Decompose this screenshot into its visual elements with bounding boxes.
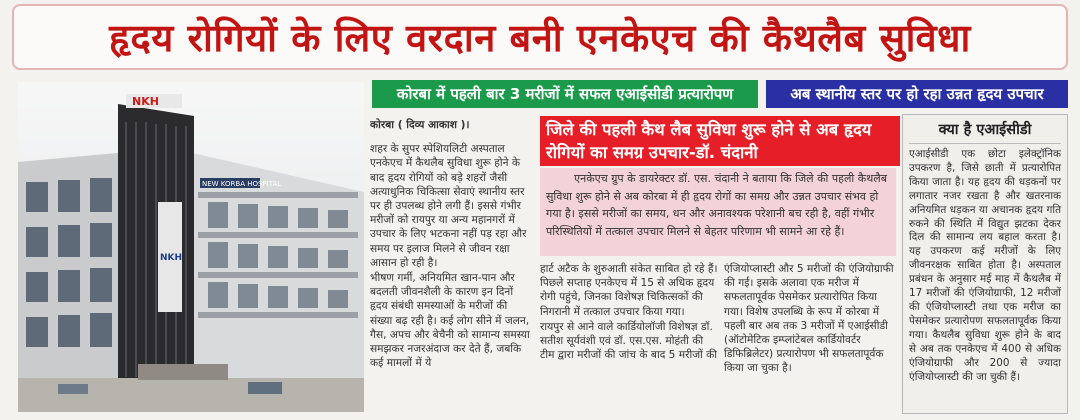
paragraph: भीषण गर्मी, अनियमित खान-पान और बदलती जीवनशैली के कारण इन दिनों हृदय संबंधी समस्याओं के मरीजों की संख्या बढ़ रही है। कई लोग सीने में जलन, गैस, अपच और बेचैनी को सामान्य समस्या समझकर नजरअंदाज कर देते हैं, जबकि कई मामलों में ये: [370, 272, 530, 370]
highlight-banner-blue: अब स्थानीय स्तर पर हो रहा उन्नत हृदय उपचार: [766, 80, 1068, 108]
paragraph: शहर के सुपर स्पेशियलिटी अस्पताल एनकेएच में कैथलैब सुविधा शुरू होने के बाद हृदय रोगियों को बड़े शहरों जैसी अत्याधुनिक चिकित्सा सेवाएं स्थानीय स्तर पर ही उपलब्ध होने लगी हैं। इससे गंभीर मरीजों को रायपुर या अन्य महानगरों में उपचार के लिए भटकना नहीं पड़ रहा और समय पर इलाज मिलने से जीवन रक्षा आसान हो रही है।: [370, 143, 527, 269]
article-column-2: [540, 262, 718, 414]
article-column-3: [724, 262, 896, 414]
sidebar-title: क्या है एआईसीडी: [909, 119, 1061, 144]
hospital-photo: [18, 82, 364, 412]
paragraph: रायपुर से आने वाले कार्डियोलॉजी विशेषज्ञ डॉ. सतीश सूर्यवंशी एवं डॉ. एस.एस. मोहंती की टीम द्वारा मरीजों की जांच के बाद 5 मरीजों की: [540, 320, 718, 362]
tower-sign: NKH: [160, 253, 183, 263]
subheadline: जिले की पहली कैथ लैब सुविधा शुरू होने से अब हृदय रोगियों का समग्र उपचार-डॉ. चंदानी: [540, 116, 900, 166]
dateline: कोरबा ( दिव्य आकाश )।: [370, 119, 470, 131]
sidebar-body: एआईसीडी एक छोटा इलेक्ट्रॉनिक उपकरण है, जिसे छाती में प्रत्यारोपित किया जाता है। यह हृदय की धड़कनों पर लगातार नजर रखता है और खतरनाक अनियमित धड़कन या अचानक हृदय गति रुकने की स्थिति में विद्युत झटका देकर दिल की सामान्य लय बहाल करता है। यह उपकरण कई मरीजों के लिए जीवनरक्षक साबित होता है। अस्पताल प्रबंधन के अनुसार मई माह में कैथलैब में 17 मरीजों की एंजियोग्राफी, 12 मरीजों की एंजियोप्लास्टी तथा एक मरीज का पेसमेकर प्रत्यारोपण सफलतापूर्वक किया गया। कैथलैब सुविधा शुरू होने के बाद से अब तक एनकेएच में 400 से अधिक एंजियोग्राफी और 200 से ज्यादा एंजियोप्लास्टी की जा चुकी हैं।: [909, 148, 1061, 383]
highlight-banner-green: कोरबा में पहली बार 3 मरीजों में सफल एआईसीडी प्रत्यारोपण: [372, 80, 758, 108]
svg-text:NKH: NKH: [132, 95, 159, 108]
article-column-1: [370, 118, 530, 414]
intro-paragraph: एनकेएच ग्रुप के डायरेक्टर डॉ. एस. चंदानी ने बताया कि जिले की पहली कैथलैब सुविधा शुरू होने से अब कोरबा में ही हृदय रोगों का समग्र और उन्नत उपचार संभव हो गया है। इससे मरीजों का समय, धन और अनावश्यक परेशानी बच रही है, वहीं गंभीर परिस्थितियों में तत्काल उपचार मिलने से बेहतर परिणाम भी सामने आ रहे हैं।: [540, 168, 896, 256]
headline: हृदय रोगियों के लिए वरदान बनी एनकेएच की कैथलैब सुविधा: [12, 4, 1068, 70]
sidebar-box: [902, 114, 1068, 414]
facade-sign: NEW KORBA HOSPITAL: [202, 180, 282, 188]
paragraph: हार्ट अटैक के शुरुआती संकेत साबित हो रहे हैं। पिछले सप्ताह एनकेएच में 15 से अधिक हृदय रोगी पहुंचे, जिनका विशेषज्ञ चिकित्सकों की निगरानी में तत्काल उपचार किया गया।: [540, 263, 718, 318]
paragraph: एंजियोप्लास्टी और 5 मरीजों की एंजियोग्राफी की गई। इसके अलावा एक मरीज में सफलतापूर्वक पेसमेकर प्रत्यारोपित किया गया। विशेष उपलब्धि के रूप में कोरबा में पहली बार अब तक 3 मरीजों में एआईसीडी (ऑटोमेटिक इम्प्लांटेबल कार्डियोवर्टर डिफिब्रिलेटर) प्रत्यारोपण भी सफलतापूर्वक किया जा चुका है।: [724, 263, 894, 375]
